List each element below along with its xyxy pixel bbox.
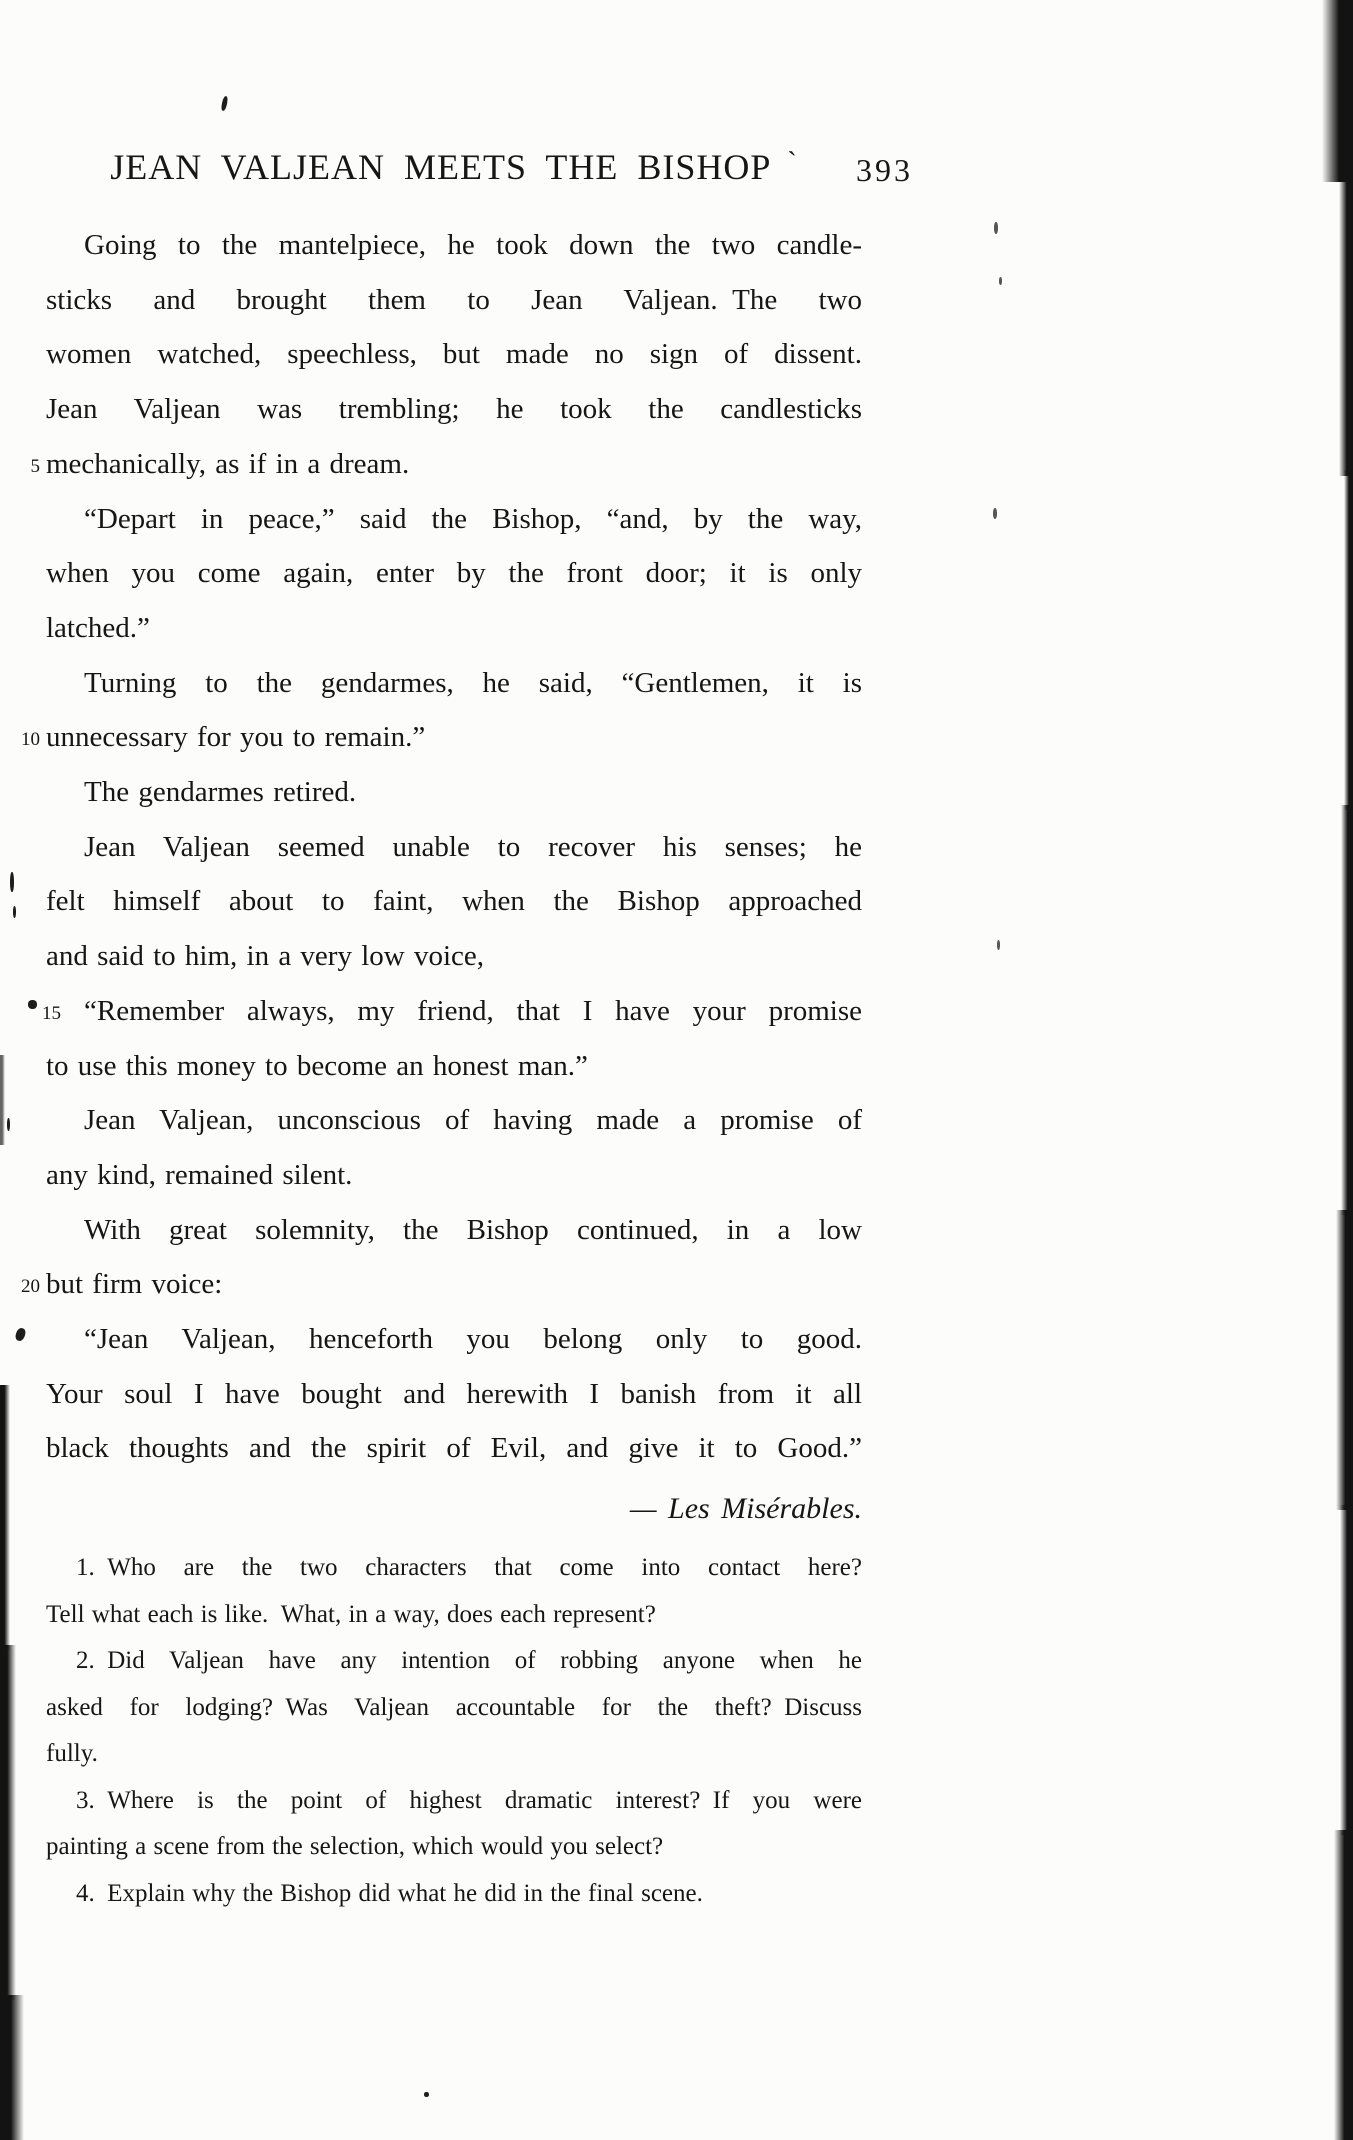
line-text: painting a scene from the selection, which would you select?	[46, 1833, 664, 1860]
scan-artifact-right-band	[1334, 1830, 1353, 2140]
text-line	[42, 984, 862, 1039]
text-line	[46, 1039, 862, 1094]
scan-speck	[13, 906, 16, 918]
scan-artifact-right-band	[1340, 1505, 1353, 1835]
text-line	[46, 1731, 862, 1778]
margin-line-number: 10	[21, 729, 40, 751]
text-line	[46, 874, 862, 929]
text-line	[46, 218, 862, 273]
text-line	[46, 1638, 862, 1685]
scan-stray-mark: `	[787, 147, 798, 178]
text-line	[46, 1148, 862, 1203]
text-line	[30, 437, 862, 492]
scan-artifact-right-top-blob	[1322, 0, 1353, 182]
line-text: Your soul I have bought and herewith I banish from it all	[46, 1377, 862, 1410]
scan-artifact-left-band	[0, 1645, 16, 2000]
line-text: Jean Valjean, unconscious of having made a promise of	[84, 1104, 862, 1137]
text-line	[46, 1871, 862, 1918]
attribution: — Les Misérables.	[629, 1492, 862, 1525]
line-text: Jean Valjean was trembling; he took the candlesticks	[46, 393, 862, 426]
line-text: asked for lodging? Was Valjean accountable for the theft? Discuss	[46, 1693, 862, 1721]
line-text: 1. Who are the two characters that come into contact here?	[76, 1554, 862, 1581]
text-line	[46, 1545, 862, 1592]
line-text: unnecessary for you to remain.”	[46, 721, 426, 754]
text-line	[21, 710, 862, 765]
scan-artifact-left-band	[0, 1385, 10, 1650]
scan-artifact-right-band	[1339, 176, 1353, 476]
text-line	[46, 1367, 862, 1422]
margin-line-number: 5	[30, 455, 40, 477]
line-text: to use this money to become an honest man.”	[46, 1049, 588, 1082]
scan-artifact-right-band	[1341, 805, 1353, 1215]
line-text: 4. Explain why the Bishop did what he did in the final scene.	[76, 1879, 703, 1907]
body-text	[21, 218, 862, 1476]
scan-speck	[220, 96, 228, 112]
scan-artifact-right-band	[1336, 1210, 1353, 1510]
line-text: The gendarmes retired.	[84, 776, 357, 809]
line-text: fully.	[46, 1740, 98, 1767]
scan-speck	[999, 277, 1002, 285]
page-number: 393	[856, 152, 913, 188]
line-text: sticks and brought them to Jean Valjean. The two	[46, 283, 862, 316]
line-text: Tell what each is like. What, in a way, does each represent?	[46, 1600, 656, 1628]
text-line	[46, 1421, 862, 1476]
line-text: Turning to the gendarmes, he said, “Gentlemen, it is	[84, 666, 862, 699]
line-text: latched.”	[46, 611, 150, 644]
line-text: With great solemnity, the Bishop continued, in a low	[84, 1213, 862, 1246]
scan-speck	[7, 1118, 10, 1131]
study-questions	[46, 1545, 862, 1917]
scan-speck	[424, 2092, 429, 2097]
text-line	[46, 1093, 862, 1148]
scan-speck	[10, 872, 14, 892]
text-line	[46, 820, 862, 875]
line-text: felt himself about to faint, when the Bishop approached	[46, 885, 862, 918]
text-line	[46, 1685, 862, 1732]
line-text: but firm voice:	[46, 1268, 223, 1301]
text-line	[46, 656, 862, 711]
line-text: “Jean Valjean, henceforth you belong only to good.	[84, 1323, 862, 1356]
margin-line-number: 20	[21, 1276, 40, 1298]
scan-artifact-left-band	[0, 1055, 5, 1145]
line-text: women watched, speechless, but made no sign of dissent.	[46, 338, 862, 371]
running-title	[46, 146, 862, 192]
scan-artifact-left-band	[0, 1995, 24, 2140]
margin-line-number: 15	[42, 1002, 61, 1024]
text-line	[46, 1312, 862, 1367]
line-text: mechanically, as if in a dream.	[46, 447, 410, 480]
scan-artifact-right-band	[1344, 470, 1353, 810]
text-line	[46, 601, 862, 656]
line-text: Jean Valjean seemed unable to recover his senses; he	[84, 830, 862, 863]
scan-speck	[14, 1327, 27, 1342]
text-line	[46, 765, 862, 820]
line-text: black thoughts and the spirit of Evil, and give it to Good.”	[46, 1432, 862, 1465]
line-text: “Remember always, my friend, that I have your promise	[84, 994, 862, 1027]
line-text: and said to him, in a very low voice,	[46, 940, 485, 973]
chapter-title: JEAN VALJEAN MEETS THE BISHOP	[110, 147, 772, 187]
scan-speck	[997, 940, 1000, 950]
text-line	[21, 1257, 862, 1312]
scan-speck	[994, 222, 998, 234]
line-text: when you come again, enter by the front door; it is only	[46, 557, 862, 590]
text-line	[46, 273, 862, 328]
text-line	[46, 1203, 862, 1258]
line-text: Going to the mantelpiece, he took down the two candle-	[84, 229, 862, 261]
line-text: “Depart in peace,” said the Bishop, “and, by the way,	[84, 502, 862, 535]
text-line	[46, 382, 862, 437]
text-line	[46, 929, 862, 984]
text-line	[46, 1592, 862, 1639]
line-text: any kind, remained silent.	[46, 1158, 353, 1191]
line-text: 2. Did Valjean have any intention of robbing anyone when he	[76, 1647, 862, 1674]
text-line	[46, 1778, 862, 1825]
text-line	[46, 327, 862, 382]
line-text: 3. Where is the point of highest dramatic interest? If you were	[76, 1786, 862, 1814]
scan-speck	[993, 508, 997, 519]
text-line	[46, 1824, 862, 1871]
text-line	[46, 546, 862, 601]
text-line	[46, 492, 862, 547]
